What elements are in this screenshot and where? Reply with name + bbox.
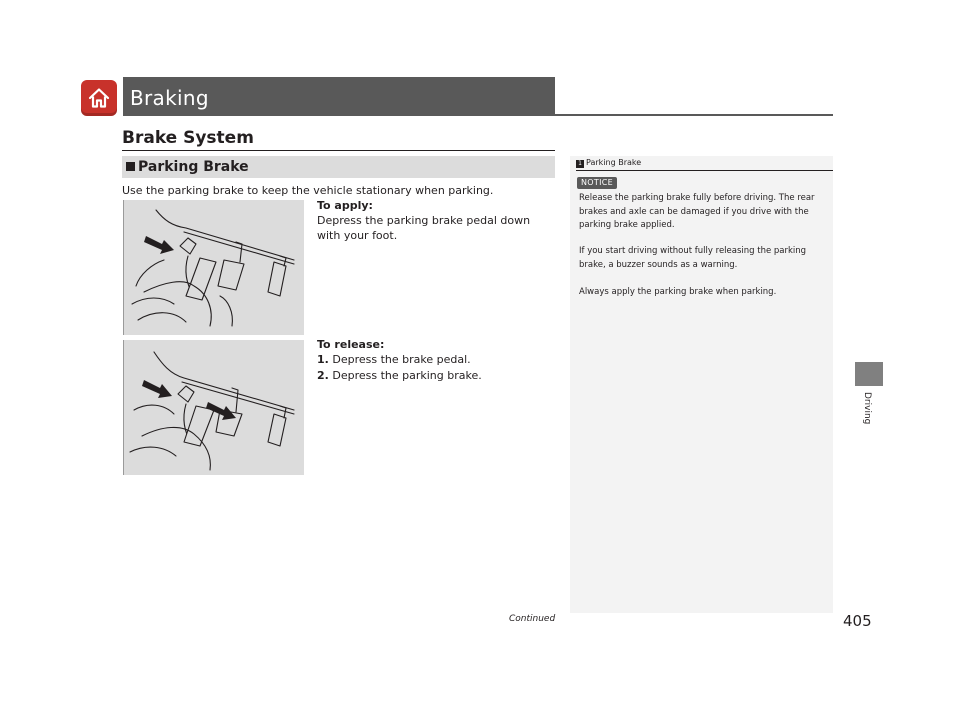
topic-title: Parking Brake [138,159,249,175]
parking-brake-release-illustration [123,340,304,475]
topic-square-icon [126,162,135,171]
subsection-title: Brake System [122,128,254,148]
intro-text: Use the parking brake to keep the vehicle stationary when parking. [122,184,494,197]
apply-step: Depress the parking brake pedal down with your foot. [317,214,531,242]
note-title-row [576,157,641,169]
note-marker: 1 [576,160,584,168]
subsection-rule [122,150,555,151]
note-paragraph: Always apply the parking brake when parking. [579,287,777,297]
note-paragraph: If you start driving without fully releasing the parking brake, a buzzer sounds as a warning. [579,246,807,270]
step-number: 1. [317,353,329,366]
home-button[interactable] [81,80,117,116]
header-rule [123,114,833,116]
section-title: Braking [130,86,209,110]
release-step-1 [317,352,471,367]
step-number: 2. [317,369,329,382]
apply-heading: To apply: [317,199,373,212]
page-number: 405 [843,612,872,630]
release-step-2 [317,368,482,383]
parking-brake-apply-illustration [123,200,304,335]
note-rule [576,170,833,171]
release-heading: To release: [317,338,385,351]
chapter-label: Driving [862,392,872,425]
continued-label: Continued [509,614,556,624]
home-icon [87,86,111,110]
note-title: Parking Brake [586,158,642,167]
note-paragraph: Release the parking brake fully before driving. The rear brakes and axle can be damaged if you drive with the parking brake applied. [579,193,815,230]
step-text: Depress the brake pedal. [332,353,471,366]
notice-badge: NOTICE [577,177,617,189]
chapter-tab[interactable] [855,362,883,386]
step-text: Depress the parking brake. [332,369,482,382]
